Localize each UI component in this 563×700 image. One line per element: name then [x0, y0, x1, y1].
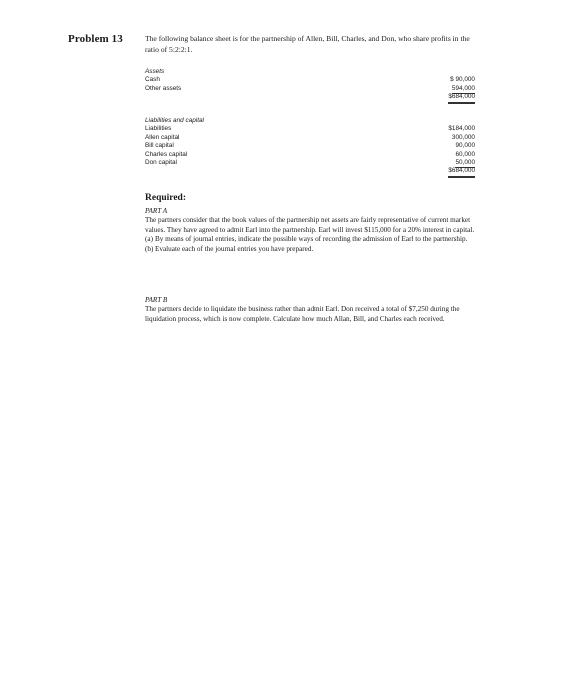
part-a-title: PART A — [145, 207, 168, 215]
assets-total-row — [145, 93, 475, 101]
liability-amount: 90,000 — [455, 142, 475, 150]
asset-label: Other assets — [145, 84, 182, 92]
liability-row — [145, 134, 475, 142]
liability-amount: 50,000 — [455, 159, 475, 168]
liability-amount: $184,000 — [448, 125, 475, 133]
part-b-text: The partners decide to liquidate the business rather than admit Earl. Don received a total of $7,250 during the liquidation process, which is now complete. Calculate how much Allan, Bill, and Charles each received. — [145, 305, 460, 323]
part-b-title: PART B — [145, 296, 168, 304]
assets-heading: Assets — [145, 68, 165, 75]
part-a — [145, 207, 475, 254]
liability-label: Bill capital — [145, 142, 174, 150]
liability-amount: 60,000 — [455, 150, 475, 158]
asset-amount: 594,000 — [452, 85, 475, 94]
assets-total: $684,000 — [448, 93, 475, 103]
liability-label: Liabilities — [145, 125, 172, 133]
liabilities-heading: Liabilities and capital — [145, 117, 204, 124]
liability-label: Allen capital — [145, 133, 180, 141]
liability-row — [145, 125, 475, 133]
problem-number: Problem 13 — [68, 33, 123, 45]
asset-row — [145, 85, 475, 93]
asset-amount: $ 90,000 — [450, 76, 475, 84]
liability-row — [145, 142, 475, 150]
liability-amount: 300,000 — [451, 133, 475, 141]
liability-row — [145, 151, 475, 159]
problem-intro: The following balance sheet is for the partnership of Allen, Bill, Charles, and Don, who share profits in the ratio of 5:2:2:1. — [145, 34, 470, 54]
required-heading: Required: — [145, 193, 186, 203]
liability-row — [145, 159, 475, 167]
item-text: By means of journal entries, indicate the possible ways of recording the admission of Earl to the partnership. — [155, 235, 468, 244]
asset-label: Cash — [145, 76, 160, 84]
list-item — [145, 235, 475, 244]
part-b — [145, 296, 475, 324]
part-a-text: The partners consider that the book values of the partnership net assets are fairly representative of current market values. They have agreed to admit Earl into the partnership. Earl will invest $115,000 for a 20% interest in capital. — [145, 216, 475, 234]
item-text: Evaluate each of the journal entries you have prepared. — [155, 244, 314, 253]
liabilities-section — [145, 117, 475, 176]
liabilities-total-row — [145, 167, 475, 175]
liability-label: Charles capital — [145, 150, 188, 158]
assets-section — [145, 68, 475, 102]
item-marker: (b) — [145, 244, 154, 253]
list-item — [145, 245, 475, 254]
item-marker: (a) — [145, 235, 153, 244]
liabilities-total: $684,000 — [448, 167, 475, 177]
asset-row — [145, 76, 475, 84]
liability-label: Don capital — [145, 158, 177, 166]
